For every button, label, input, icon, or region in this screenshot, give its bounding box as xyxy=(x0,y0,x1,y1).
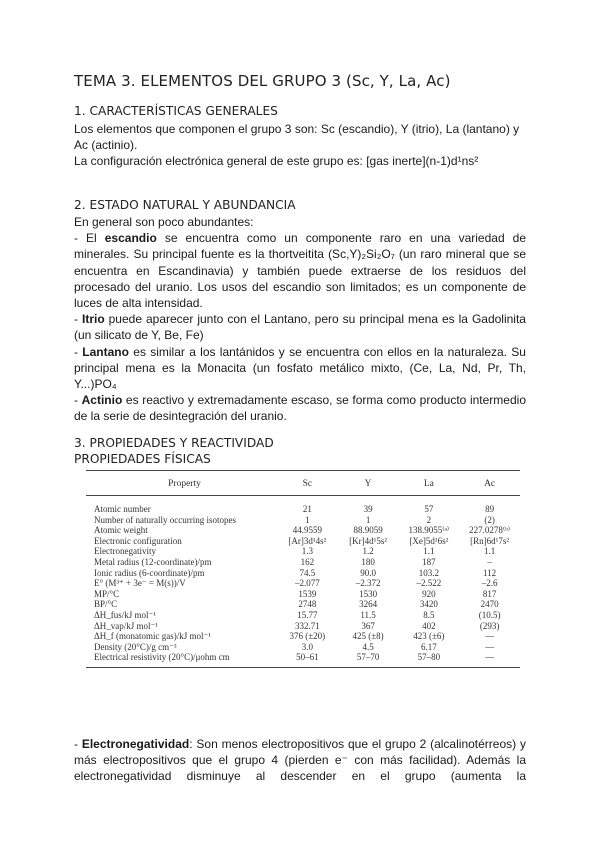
table-row xyxy=(86,652,520,667)
table-cell: 3420 xyxy=(419,599,438,610)
table-cell: 89 xyxy=(485,504,495,514)
table-cell: BP/°C xyxy=(94,599,118,610)
lanthanum-prefix: - xyxy=(74,344,83,359)
scandium-prefix: - El xyxy=(74,231,105,246)
actinium-paragraph xyxy=(74,392,526,424)
table-cell: Atomic number xyxy=(94,504,151,514)
table-header-property: Property xyxy=(86,471,277,496)
table-cell: 920 xyxy=(422,588,436,599)
table-cell: MP/°C xyxy=(94,588,120,599)
table-row xyxy=(86,546,520,557)
table-cell: [Kr]4d¹5s² xyxy=(349,535,388,546)
table-cell: 1530 xyxy=(359,588,378,599)
table-cell: Atomic weight xyxy=(94,525,148,536)
table-cell: 2748 xyxy=(298,599,317,610)
lanthanum-bold: Lantano xyxy=(82,344,129,359)
table-cell: (2) xyxy=(484,514,495,525)
table-cell: 1 xyxy=(305,514,310,525)
table-cell: — xyxy=(485,641,495,652)
table-row xyxy=(86,589,520,600)
table-cell: — xyxy=(485,631,495,642)
scandium-bold: escandio xyxy=(104,231,157,246)
table-row xyxy=(86,578,520,589)
lanthanum-text: es similar a los lantánidos y se encuentra con ellos en la naturaleza. Su principal mena es la Monacita (un fosfato metálico mixto, (Ce, La, Nd, Pr, Th, Y...)PO₄ xyxy=(74,344,526,392)
yttrium-text: puede aparecer junto con el Lantano, pero su principal mena es la Gadolinita (un silicato de Y, Be, Fe) xyxy=(74,312,526,343)
table-cell: 367 xyxy=(361,620,375,631)
table-cell: –2.372 xyxy=(355,578,381,589)
table-cell: 57–80 xyxy=(398,652,459,667)
table-cell: 44.9559 xyxy=(292,525,322,536)
table-cell: 6.17 xyxy=(420,641,437,652)
electronegativity-paragraph xyxy=(74,736,526,785)
table-header-y: Y xyxy=(338,471,399,496)
table-cell: [Ar]3d¹4s² xyxy=(288,535,327,546)
table-row xyxy=(86,525,520,536)
actinium-bold: Actinio xyxy=(81,393,123,408)
electronegativity-prefix: - xyxy=(74,737,82,751)
table-row xyxy=(86,599,520,610)
table-header-la: La xyxy=(398,471,459,496)
table-cell: 39 xyxy=(363,504,373,514)
electronegativity-line-1 xyxy=(74,736,526,752)
table-header-ac: Ac xyxy=(459,471,520,496)
table-header-sc: Sc xyxy=(277,471,338,496)
table-cell: ΔH_f (monatomic gas)/kJ mol⁻¹ xyxy=(94,631,211,642)
table-cell: 227.0278⁽ᵇ⁾ xyxy=(469,525,511,536)
section1-p2: La configuración electrónica general de este grupo es: [gas inerte](n-1)d¹ns² xyxy=(74,154,479,169)
table-cell: 332.71 xyxy=(294,620,320,631)
table-row xyxy=(86,536,520,547)
table-cell: 8.5 xyxy=(423,609,435,620)
table-cell: 162 xyxy=(300,556,315,567)
table-cell: E° (M³⁺ + 3e⁻ = M(s))/V xyxy=(94,578,186,589)
table-cell: ΔH_fus/kJ mol⁻¹ xyxy=(94,609,156,620)
section2-body xyxy=(74,214,526,425)
table-row xyxy=(86,557,520,568)
table-cell: 1.1 xyxy=(423,546,435,557)
electronegativity-text-1: : Son menos electropositivos que el grupo 2 (alcalinotérreos) y xyxy=(189,737,526,751)
table-cell: 402 xyxy=(422,620,436,631)
table-cell: Electrical resistivity (20°C)/μohm cm xyxy=(86,652,277,667)
table-cell: 1.3 xyxy=(301,546,313,557)
table-cell: 57–70 xyxy=(338,652,399,667)
electronegativity-line-2: más electropositivos que el grupo 4 (pierden e⁻ con más facilidad). Además la xyxy=(74,753,526,768)
section2-intro: En general son poco abundantes: xyxy=(74,215,254,229)
yttrium-paragraph xyxy=(74,311,526,343)
table-cell: 1.2 xyxy=(362,546,374,557)
table-cell: –2.6 xyxy=(481,578,498,589)
table-cell: 88.9059 xyxy=(353,525,383,536)
table-cell: 2 xyxy=(426,514,432,525)
section1-p1: Los elementos que componen el grupo 3 son: Sc (escandio), Y (itrio), La (lantano) y Ac (actinio). xyxy=(74,122,520,153)
lanthanum-paragraph xyxy=(74,344,526,393)
table-cell: –2.077 xyxy=(294,578,320,589)
table-cell: [Xe]5d¹6s² xyxy=(409,535,449,546)
section3-subheading: PROPIEDADES FÍSICAS xyxy=(74,452,211,466)
table-cell: 425 (±8) xyxy=(352,631,384,642)
table-row xyxy=(86,631,520,642)
properties-table xyxy=(86,470,520,668)
table-row xyxy=(86,610,520,621)
table-cell: 74.5 xyxy=(299,567,316,578)
yttrium-bold: Itrio xyxy=(81,312,105,327)
table-cell: 50–61 xyxy=(277,652,338,667)
table-cell: (293) xyxy=(479,620,500,631)
actinium-text: es reactivo y extremadamente escaso, se forma como producto intermedio de la serie de desintegración del uranio. xyxy=(74,393,526,424)
electronegativity-line-3: electronegatividad disminuye al descender en el grupo (aumenta la xyxy=(74,769,526,784)
table-row xyxy=(86,496,520,515)
table-header-row xyxy=(86,471,520,496)
table-cell: 11.5 xyxy=(360,609,376,620)
table-row xyxy=(86,621,520,632)
table-cell: 817 xyxy=(482,588,497,599)
table-cell: 1 xyxy=(365,514,371,525)
table-cell: 103.2 xyxy=(418,567,439,578)
table-cell: Ionic radius (6-coordinate)/pm xyxy=(94,567,205,578)
scandium-text: se encuentra como un componente raro en una variedad de minerales. Su principal fuente es la thortveitita (Sc,Y)₂Si₂O₇ (un raro mineral que se encuentra en Escandinavia) y también puede extraerse de los residuos del procesado del uranio. Los usos del escandio son limitados; es un componente de luces de alta intensidad. xyxy=(74,231,526,311)
table-row xyxy=(86,568,520,579)
table-cell: 1.1 xyxy=(483,546,496,557)
table-cell: ΔH_vap/kJ mol⁻¹ xyxy=(94,620,158,631)
table-cell: 1539 xyxy=(298,588,317,599)
table-cell: 90.0 xyxy=(360,567,376,578)
table-cell: 138.9055⁽ᵃ⁾ xyxy=(408,525,450,536)
yttrium-prefix: - xyxy=(74,312,82,327)
table-cell: 180 xyxy=(361,556,375,567)
table-row xyxy=(86,642,520,653)
page-title: TEMA 3. ELEMENTOS DEL GRUPO 3 (Sc, Y, La, Ac) xyxy=(74,72,451,90)
table-cell: 423 (±6) xyxy=(413,631,445,642)
table-cell: – xyxy=(487,556,492,567)
table-cell: 4.5 xyxy=(362,641,374,652)
table-cell: 376 (±20) xyxy=(289,631,326,642)
table-cell: 3.0 xyxy=(301,641,313,652)
table-cell: Number of naturally occurring isotopes xyxy=(94,514,236,525)
table-cell: Electronegativity xyxy=(94,546,156,557)
properties-table-wrapper xyxy=(86,470,520,712)
table-cell: — xyxy=(459,652,520,667)
table-cell: 3264 xyxy=(359,599,378,610)
table-cell: Density (20°C)/g cm⁻³ xyxy=(94,641,177,652)
table-cell: 15.77 xyxy=(297,609,318,620)
scandium-paragraph xyxy=(74,230,526,311)
section2-heading: 2. ESTADO NATURAL Y ABUNDANCIA xyxy=(74,198,296,212)
table-row xyxy=(86,515,520,526)
table-cell: 21 xyxy=(302,504,312,514)
table-cell: Metal radius (12-coordinate)/pm xyxy=(94,556,212,567)
table-cell: –2.522 xyxy=(416,578,442,589)
table-cell: Electronic configuration xyxy=(94,535,182,546)
actinium-prefix: - xyxy=(74,393,82,408)
table-cell: 2470 xyxy=(480,599,499,610)
section1-paragraph xyxy=(74,121,526,170)
section1-heading: 1. CARACTERÍSTICAS GENERALES xyxy=(74,104,278,118)
table-cell: 57 xyxy=(424,504,434,514)
section3-heading: 3. PROPIEDADES Y REACTIVIDAD xyxy=(74,436,274,450)
table-cell: 187 xyxy=(422,556,436,567)
electronegativity-bold: Electronegatividad xyxy=(81,737,190,751)
table-cell: (10.5) xyxy=(478,609,501,620)
table-cell: [Rn]6d¹7s² xyxy=(470,535,510,546)
table-cell: 112 xyxy=(483,567,497,578)
